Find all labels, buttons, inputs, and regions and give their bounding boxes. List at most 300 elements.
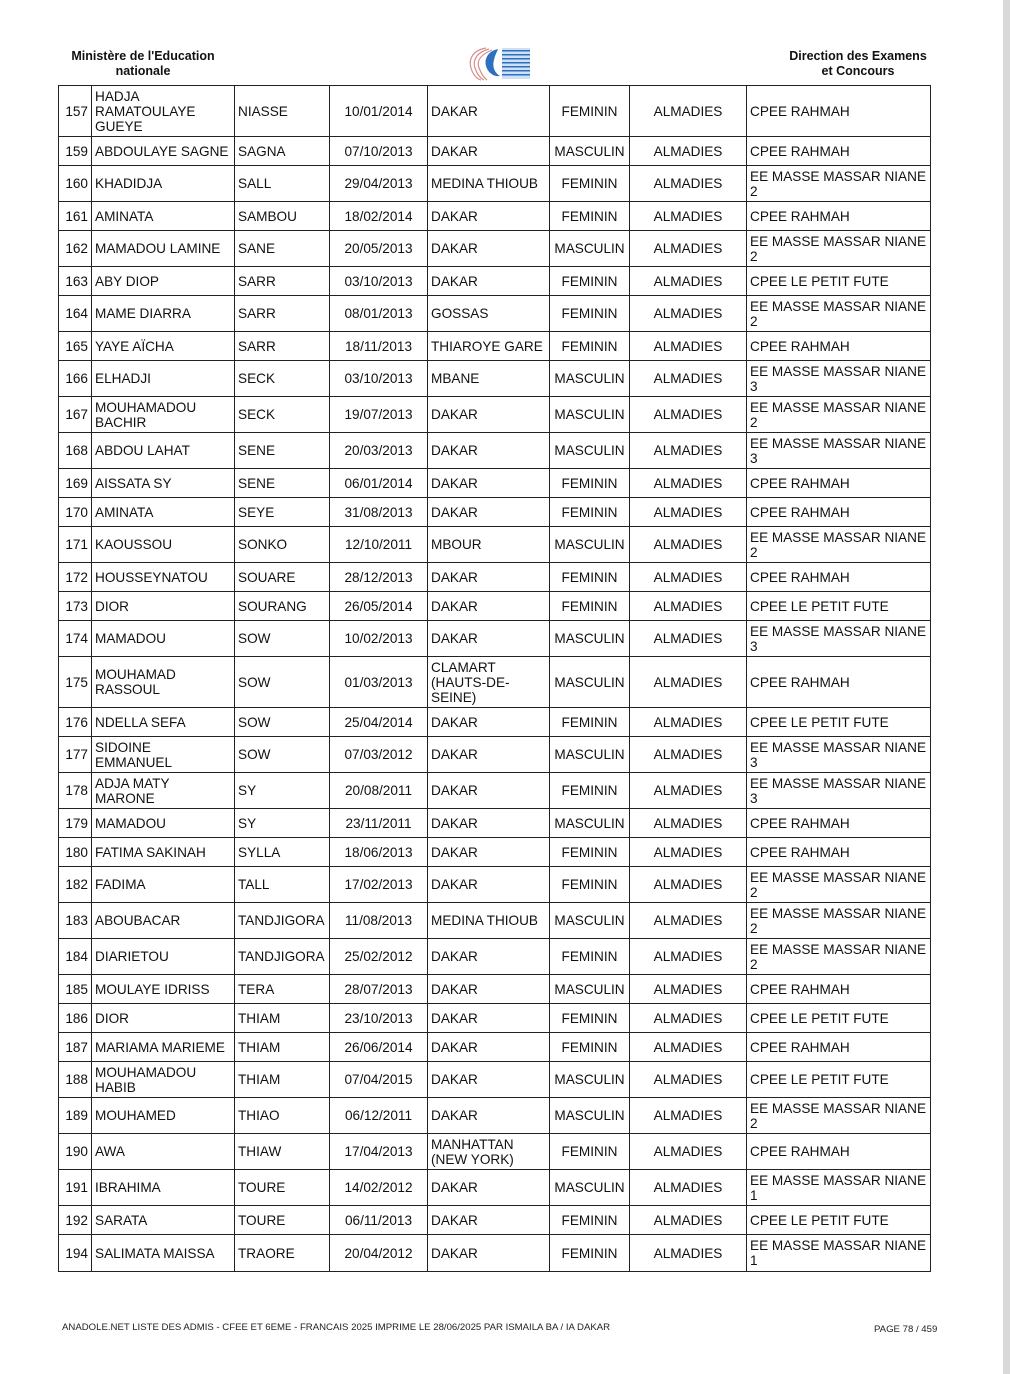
exam-center-cell: ALMADIES [630,1170,747,1206]
row-number-cell: 171 [59,527,92,563]
row-number-cell: 166 [59,361,92,397]
sex-cell: MASCULIN [550,809,630,838]
last-name-cell: TOURE [235,1206,330,1235]
row-number-cell: 183 [59,903,92,939]
table-row [59,166,931,202]
exam-center-cell: ALMADIES [630,867,747,903]
exam-center-cell: ALMADIES [630,166,747,202]
birth-place-cell: DAKAR [428,1033,550,1062]
sex-cell: FEMININ [550,296,630,332]
first-name-cell: HOUSSEYNATOU [92,563,235,592]
first-name-cell: FADIMA [92,867,235,903]
table-row [59,809,931,838]
sex-cell: FEMININ [550,867,630,903]
birth-date-cell: 29/04/2013 [330,166,428,202]
first-name-cell: AMINATA [92,202,235,231]
first-name-cell: MARIAMA MARIEME [92,1033,235,1062]
exam-center-cell: ALMADIES [630,1033,747,1062]
exam-center-cell: ALMADIES [630,1206,747,1235]
birth-date-cell: 17/04/2013 [330,1134,428,1170]
table-row [59,773,931,809]
school-cell: EE MASSE MASSAR NIANE 2 [747,231,931,267]
directorate-header [776,49,940,79]
exam-center-cell: ALMADIES [630,1004,747,1033]
exam-center-cell: ALMADIES [630,1062,747,1098]
birth-place-cell: DAKAR [428,397,550,433]
sex-cell: MASCULIN [550,657,630,708]
first-name-cell: FATIMA SAKINAH [92,838,235,867]
sex-cell: FEMININ [550,332,630,361]
sex-cell: MASCULIN [550,1098,630,1134]
sex-cell: FEMININ [550,1235,630,1272]
birth-place-cell: MBANE [428,361,550,397]
first-name-cell: MAMADOU [92,621,235,657]
first-name-cell: NDELLA SEFA [92,708,235,737]
school-cell: CPEE RAHMAH [747,86,931,137]
page-edge-shadow [1003,0,1010,1374]
last-name-cell: SENE [235,469,330,498]
last-name-cell: SARR [235,296,330,332]
first-name-cell: MOULAYE IDRISS [92,975,235,1004]
birth-date-cell: 12/10/2011 [330,527,428,563]
exam-center-cell: ALMADIES [630,1134,747,1170]
birth-date-cell: 20/04/2012 [330,1235,428,1272]
first-name-cell: SALIMATA MAISSA [92,1235,235,1272]
table-row [59,867,931,903]
sex-cell: FEMININ [550,166,630,202]
first-name-cell: MAMADOU [92,809,235,838]
row-number-cell: 179 [59,809,92,838]
birth-date-cell: 20/08/2011 [330,773,428,809]
exam-center-cell: ALMADIES [630,737,747,773]
sex-cell: MASCULIN [550,361,630,397]
row-number-cell: 176 [59,708,92,737]
ministry-line-1: Ministère de l'Education [71,49,215,63]
first-name-cell: MOUHAMAD RASSOUL [92,657,235,708]
birth-date-cell: 25/04/2014 [330,708,428,737]
birth-place-cell: DAKAR [428,1062,550,1098]
sex-cell: MASCULIN [550,621,630,657]
last-name-cell: SARR [235,332,330,361]
birth-place-cell: DAKAR [428,838,550,867]
birth-date-cell: 23/10/2013 [330,1004,428,1033]
row-number-cell: 186 [59,1004,92,1033]
first-name-cell: YAYE AÏCHA [92,332,235,361]
first-name-cell: MAMADOU LAMINE [92,231,235,267]
birth-date-cell: 06/11/2013 [330,1206,428,1235]
last-name-cell: SECK [235,361,330,397]
table-row [59,86,931,137]
birth-place-cell: MEDINA THIOUB [428,166,550,202]
table-row [59,903,931,939]
last-name-cell: SAMBOU [235,202,330,231]
birth-place-cell: DAKAR [428,592,550,621]
ministry-line-2: nationale [115,64,171,78]
footer-print-info: ANADOLE.NET LISTE DES ADMIS - CFEE ET 6EME - FRANCAIS 2025 IMPRIME LE 28/06/2025 PAR ISMAILA BA / IA DAKAR [62,1322,611,1333]
exam-center-cell: ALMADIES [630,708,747,737]
birth-date-cell: 14/02/2012 [330,1170,428,1206]
table-row [59,231,931,267]
birth-date-cell: 20/05/2013 [330,231,428,267]
last-name-cell: TERA [235,975,330,1004]
birth-date-cell: 19/07/2013 [330,397,428,433]
school-cell: EE MASSE MASSAR NIANE 3 [747,361,931,397]
first-name-cell: MOUHAMADOU HABIB [92,1062,235,1098]
row-number-cell: 194 [59,1235,92,1272]
first-name-cell: AMINATA [92,498,235,527]
birth-place-cell: DAKAR [428,137,550,166]
table-row [59,1062,931,1098]
table-row [59,737,931,773]
school-cell: CPEE RAHMAH [747,469,931,498]
table-row [59,1170,931,1206]
birth-place-cell: CLAMART (HAUTS-DE-SEINE) [428,657,550,708]
school-cell: CPEE RAHMAH [747,1134,931,1170]
directorate-line-2: et Concours [821,64,895,78]
last-name-cell: SARR [235,267,330,296]
birth-place-cell: DAKAR [428,1206,550,1235]
table-row [59,527,931,563]
birth-place-cell: DAKAR [428,809,550,838]
last-name-cell: NIASSE [235,86,330,137]
sex-cell: MASCULIN [550,231,630,267]
last-name-cell: TANDJIGORA [235,939,330,975]
exam-center-cell: ALMADIES [630,433,747,469]
exam-center-cell: ALMADIES [630,975,747,1004]
exam-center-cell: ALMADIES [630,1098,747,1134]
table-row [59,433,931,469]
birth-date-cell: 17/02/2013 [330,867,428,903]
footer-page-number: PAGE 78 / 459 [874,1324,938,1335]
row-number-cell: 160 [59,166,92,202]
birth-place-cell: DAKAR [428,867,550,903]
school-cell: CPEE RAHMAH [747,657,931,708]
table-row [59,332,931,361]
birth-place-cell: DAKAR [428,267,550,296]
table-row [59,1134,931,1170]
school-cell: EE MASSE MASSAR NIANE 2 [747,527,931,563]
birth-date-cell: 03/10/2013 [330,361,428,397]
first-name-cell: SARATA [92,1206,235,1235]
last-name-cell: TRAORE [235,1235,330,1272]
table-row [59,267,931,296]
birth-date-cell: 06/01/2014 [330,469,428,498]
birth-date-cell: 03/10/2013 [330,267,428,296]
birth-date-cell: 25/02/2012 [330,939,428,975]
birth-date-cell: 18/02/2014 [330,202,428,231]
row-number-cell: 167 [59,397,92,433]
row-number-cell: 189 [59,1098,92,1134]
birth-place-cell: DAKAR [428,563,550,592]
first-name-cell: KAOUSSOU [92,527,235,563]
last-name-cell: SALL [235,166,330,202]
row-number-cell: 180 [59,838,92,867]
school-cell: CPEE LE PETIT FUTE [747,708,931,737]
birth-place-cell: DAKAR [428,498,550,527]
first-name-cell: ELHADJI [92,361,235,397]
exam-center-cell: ALMADIES [630,137,747,166]
birth-date-cell: 11/08/2013 [330,903,428,939]
row-number-cell: 187 [59,1033,92,1062]
last-name-cell: THIAO [235,1098,330,1134]
last-name-cell: THIAM [235,1062,330,1098]
birth-date-cell: 31/08/2013 [330,498,428,527]
row-number-cell: 170 [59,498,92,527]
table-row [59,1033,931,1062]
birth-place-cell: DAKAR [428,1235,550,1272]
birth-place-cell: DAKAR [428,433,550,469]
birth-place-cell: DAKAR [428,469,550,498]
exam-center-cell: ALMADIES [630,469,747,498]
first-name-cell: MAME DIARRA [92,296,235,332]
table-row [59,838,931,867]
school-cell: CPEE RAHMAH [747,838,931,867]
exam-center-cell: ALMADIES [630,657,747,708]
sex-cell: FEMININ [550,708,630,737]
school-cell: EE MASSE MASSAR NIANE 1 [747,1235,931,1272]
first-name-cell: DIOR [92,592,235,621]
birth-place-cell: DAKAR [428,1170,550,1206]
last-name-cell: SOURANG [235,592,330,621]
school-cell: CPEE LE PETIT FUTE [747,1004,931,1033]
exam-center-cell: ALMADIES [630,86,747,137]
first-name-cell: MOUHAMED [92,1098,235,1134]
sex-cell: MASCULIN [550,137,630,166]
school-cell: CPEE RAHMAH [747,975,931,1004]
sex-cell: MASCULIN [550,1062,630,1098]
sex-cell: MASCULIN [550,433,630,469]
row-number-cell: 192 [59,1206,92,1235]
last-name-cell: SECK [235,397,330,433]
birth-date-cell: 07/04/2015 [330,1062,428,1098]
sex-cell: MASCULIN [550,397,630,433]
directorate-line-1: Direction des Examens [789,49,927,63]
sex-cell: MASCULIN [550,1170,630,1206]
row-number-cell: 175 [59,657,92,708]
table-row [59,397,931,433]
last-name-cell: THIAW [235,1134,330,1170]
birth-date-cell: 07/03/2012 [330,737,428,773]
sex-cell: FEMININ [550,939,630,975]
birth-date-cell: 10/01/2014 [330,86,428,137]
birth-place-cell: DAKAR [428,1004,550,1033]
last-name-cell: SAGNA [235,137,330,166]
exam-center-cell: ALMADIES [630,563,747,592]
row-number-cell: 191 [59,1170,92,1206]
birth-date-cell: 20/03/2013 [330,433,428,469]
birth-date-cell: 23/11/2011 [330,809,428,838]
exam-center-cell: ALMADIES [630,296,747,332]
sex-cell: FEMININ [550,773,630,809]
last-name-cell: THIAM [235,1033,330,1062]
birth-place-cell: DAKAR [428,773,550,809]
school-cell: CPEE RAHMAH [747,137,931,166]
school-cell: CPEE RAHMAH [747,809,931,838]
sex-cell: FEMININ [550,1004,630,1033]
ministry-header [60,49,226,79]
first-name-cell: IBRAHIMA [92,1170,235,1206]
row-number-cell: 157 [59,86,92,137]
exam-center-cell: ALMADIES [630,498,747,527]
school-cell: EE MASSE MASSAR NIANE 1 [747,1170,931,1206]
last-name-cell: TALL [235,867,330,903]
table-row [59,469,931,498]
school-cell: CPEE RAHMAH [747,498,931,527]
birth-date-cell: 28/12/2013 [330,563,428,592]
exam-center-cell: ALMADIES [630,202,747,231]
last-name-cell: SONKO [235,527,330,563]
last-name-cell: SOW [235,657,330,708]
last-name-cell: SEYE [235,498,330,527]
school-cell: EE MASSE MASSAR NIANE 3 [747,773,931,809]
birth-place-cell: DAKAR [428,939,550,975]
row-number-cell: 163 [59,267,92,296]
birth-date-cell: 26/05/2014 [330,592,428,621]
sex-cell: MASCULIN [550,975,630,1004]
results-table [58,85,931,1272]
last-name-cell: TOURE [235,1170,330,1206]
birth-place-cell: MBOUR [428,527,550,563]
table-row [59,137,931,166]
first-name-cell: DIOR [92,1004,235,1033]
birth-date-cell: 08/01/2013 [330,296,428,332]
first-name-cell: ABOUBACAR [92,903,235,939]
row-number-cell: 162 [59,231,92,267]
birth-place-cell: DAKAR [428,231,550,267]
table-row [59,498,931,527]
sex-cell: MASCULIN [550,903,630,939]
row-number-cell: 184 [59,939,92,975]
school-cell: CPEE LE PETIT FUTE [747,592,931,621]
row-number-cell: 172 [59,563,92,592]
first-name-cell: ABY DIOP [92,267,235,296]
school-cell: CPEE RAHMAH [747,332,931,361]
birth-place-cell: DAKAR [428,86,550,137]
exam-center-cell: ALMADIES [630,332,747,361]
table-row [59,1004,931,1033]
last-name-cell: SY [235,773,330,809]
birth-place-cell: DAKAR [428,1098,550,1134]
birth-place-cell: DAKAR [428,708,550,737]
row-number-cell: 164 [59,296,92,332]
sex-cell: FEMININ [550,1033,630,1062]
table-row [59,975,931,1004]
first-name-cell: ABDOULAYE SAGNE [92,137,235,166]
table-row [59,563,931,592]
sex-cell: FEMININ [550,86,630,137]
birth-date-cell: 26/06/2014 [330,1033,428,1062]
school-cell: CPEE LE PETIT FUTE [747,267,931,296]
exam-center-cell: ALMADIES [630,527,747,563]
exam-center-cell: ALMADIES [630,1235,747,1272]
birth-date-cell: 28/07/2013 [330,975,428,1004]
last-name-cell: SOUARE [235,563,330,592]
row-number-cell: 165 [59,332,92,361]
row-number-cell: 168 [59,433,92,469]
exam-center-cell: ALMADIES [630,592,747,621]
first-name-cell: AWA [92,1134,235,1170]
row-number-cell: 161 [59,202,92,231]
table-row [59,708,931,737]
exam-center-cell: ALMADIES [630,267,747,296]
table-row [59,1098,931,1134]
school-cell: EE MASSE MASSAR NIANE 2 [747,903,931,939]
school-cell: CPEE RAHMAH [747,202,931,231]
row-number-cell: 174 [59,621,92,657]
sex-cell: FEMININ [550,592,630,621]
sex-cell: MASCULIN [550,737,630,773]
table-row [59,361,931,397]
last-name-cell: SOW [235,708,330,737]
school-cell: EE MASSE MASSAR NIANE 2 [747,397,931,433]
first-name-cell: ABDOU LAHAT [92,433,235,469]
last-name-cell: THIAM [235,1004,330,1033]
school-cell: EE MASSE MASSAR NIANE 2 [747,1098,931,1134]
birth-place-cell: THIAROYE GARE [428,332,550,361]
birth-place-cell: MEDINA THIOUB [428,903,550,939]
exam-center-cell: ALMADIES [630,397,747,433]
row-number-cell: 182 [59,867,92,903]
row-number-cell: 185 [59,975,92,1004]
row-number-cell: 173 [59,592,92,621]
row-number-cell: 159 [59,137,92,166]
last-name-cell: TANDJIGORA [235,903,330,939]
school-cell: EE MASSE MASSAR NIANE 2 [747,939,931,975]
school-cell: EE MASSE MASSAR NIANE 2 [747,296,931,332]
exam-center-cell: ALMADIES [630,773,747,809]
last-name-cell: SANE [235,231,330,267]
birth-place-cell: MANHATTAN (NEW YORK) [428,1134,550,1170]
sex-cell: FEMININ [550,1206,630,1235]
first-name-cell: ADJA MATY MARONE [92,773,235,809]
table-row [59,939,931,975]
table-row [59,657,931,708]
exam-center-cell: ALMADIES [630,939,747,975]
birth-date-cell: 01/03/2013 [330,657,428,708]
birth-date-cell: 07/10/2013 [330,137,428,166]
sex-cell: FEMININ [550,267,630,296]
row-number-cell: 169 [59,469,92,498]
first-name-cell: AISSATA SY [92,469,235,498]
school-cell: CPEE LE PETIT FUTE [747,1062,931,1098]
row-number-cell: 178 [59,773,92,809]
table-row [59,202,931,231]
school-cell: EE MASSE MASSAR NIANE 3 [747,737,931,773]
last-name-cell: SYLLA [235,838,330,867]
exam-center-cell: ALMADIES [630,903,747,939]
school-cell: EE MASSE MASSAR NIANE 3 [747,433,931,469]
birth-date-cell: 18/11/2013 [330,332,428,361]
last-name-cell: SY [235,809,330,838]
row-number-cell: 190 [59,1134,92,1170]
exam-center-cell: ALMADIES [630,231,747,267]
school-cell: CPEE RAHMAH [747,1033,931,1062]
sex-cell: FEMININ [550,563,630,592]
birth-place-cell: DAKAR [428,975,550,1004]
first-name-cell: HADJA RAMATOULAYE GUEYE [92,86,235,137]
table-row [59,621,931,657]
exam-center-cell: ALMADIES [630,361,747,397]
school-cell: EE MASSE MASSAR NIANE 2 [747,166,931,202]
birth-date-cell: 06/12/2011 [330,1098,428,1134]
birth-place-cell: DAKAR [428,202,550,231]
birth-date-cell: 18/06/2013 [330,838,428,867]
last-name-cell: SOW [235,737,330,773]
table-row [59,592,931,621]
first-name-cell: DIARIETOU [92,939,235,975]
sex-cell: FEMININ [550,202,630,231]
birth-date-cell: 10/02/2013 [330,621,428,657]
